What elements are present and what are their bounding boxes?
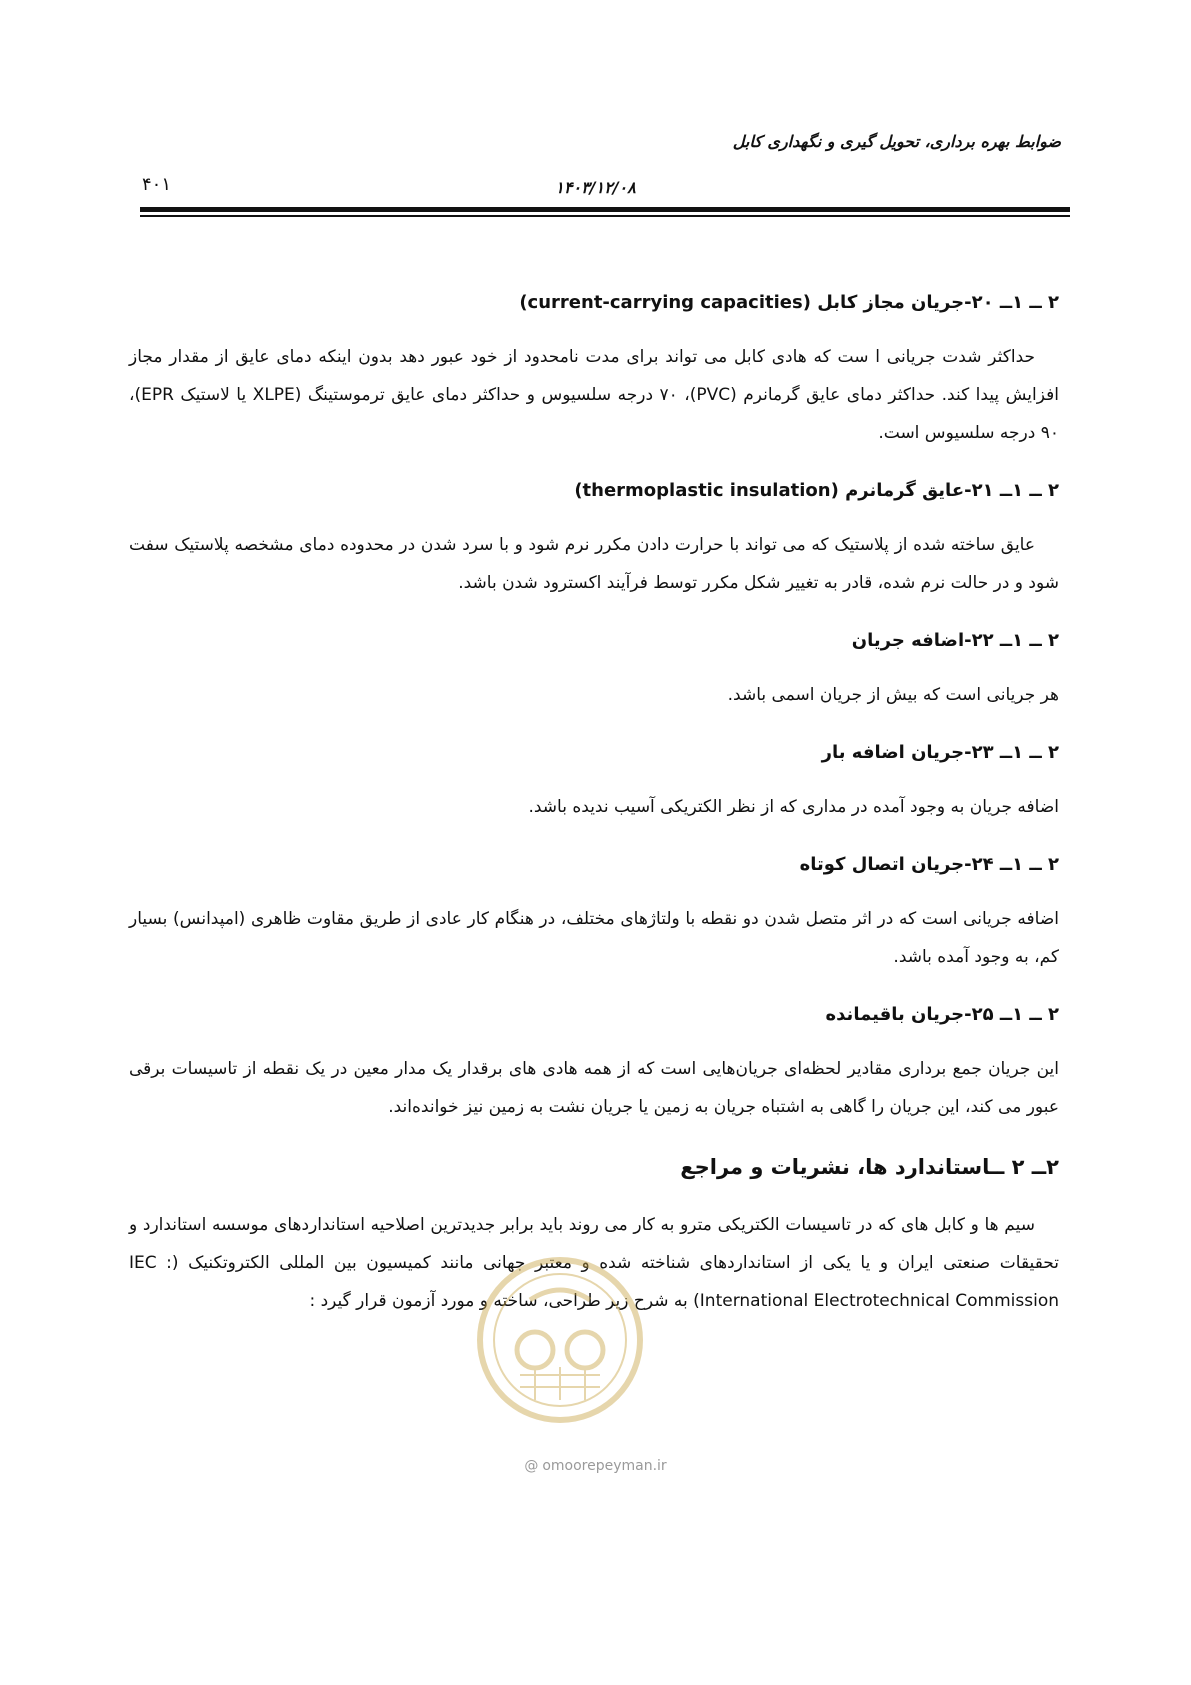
section-heading bbox=[129, 290, 1059, 316]
heading-fa: ۲ ــ ۱ــ ۲۲-اضافه جریان bbox=[851, 630, 1059, 651]
section-heading bbox=[129, 740, 1059, 766]
section-paragraph: اضافه جریانی است که در اثر متصل شدن دو نقطه با ولتاژهای مختلف، در هنگام کار عادی از طریق مقاوت ظاهری (امپدانس) بسیار کم، به وجود آمده باشد. bbox=[129, 909, 1059, 967]
at-icon: @ bbox=[524, 1458, 539, 1474]
heading-en: (thermoplastic insulation) bbox=[574, 480, 839, 501]
heading-fa: ۲ ــ ۱ــ ۲۴-جریان اتصال کوتاه bbox=[799, 854, 1059, 875]
page-number: ۴۰۱ bbox=[142, 174, 172, 195]
section-paragraph: عایق ساخته شده از پلاستیک که می تواند با حرارت دادن مکرر نرم شود و با سرد شدن در محدوده دمای مشخصه پلاستیک سفت شود و در حالت نرم شده، قادر به تغییر شکل مکرر توسط فرآیند اکسترود شدن باشد. bbox=[129, 535, 1059, 593]
header-rule-thick bbox=[140, 207, 1070, 212]
section-paragraph: هر جریانی است که بیش از جریان اسمی باشد. bbox=[727, 685, 1059, 705]
section-heading bbox=[129, 628, 1059, 654]
heading-fa: ۲ ــ ۱ــ ۲۵-جریان باقیمانده bbox=[825, 1004, 1059, 1025]
heading-fa: ۲ ــ ۱ــ ۲۳-جریان اضافه بار bbox=[821, 742, 1059, 763]
header-rule-thin bbox=[140, 215, 1070, 217]
major-section-paragraph: سیم ها و کابل های که در تاسیسات الکتریکی مترو به کار می روند باید برابر جدیدترین اصلاحیه استانداردهای موسسه استاندارد و تحقیقات صنعتی ایران و یا یکی از استانداردهای شناخته شده و معتبر جهانی مانند کمیسیون بین المللی الکتروتکنیک (IEC : International Electrotechnical Commission) به شرح زیر طراحی، ساخته و مورد آزمون قرار گیرد : bbox=[129, 1215, 1059, 1311]
header-date: ۱۴۰۳/۱۲/۰۸ bbox=[555, 178, 636, 197]
running-header-title: ضوابط بهره برداری، تحویل گیری و نگهداری کابل bbox=[732, 132, 1061, 151]
section-paragraph: اضافه جریان به وجود آمده در مداری که از نظر الکتریکی آسیب ندیده باشد. bbox=[528, 797, 1059, 817]
section-heading bbox=[129, 1002, 1059, 1028]
watermark-seal-icon bbox=[475, 1255, 645, 1425]
section-heading bbox=[129, 852, 1059, 878]
section-paragraph: این جریان جمع برداری مقادیر لحظه‌ای جریان‌هایی است که از همه هادی های برقدار یک مدار معین در یک نقطه از تاسیسات برقی عبور می کند، این جریان را گاهی به اشتباه جریان به زمین یا جریان نشت به زمین نیز خوانده‌اند. bbox=[129, 1059, 1059, 1117]
body-content bbox=[129, 290, 1059, 1346]
heading-fa: ۲ ــ ۱ــ ۲۰-جریان مجاز کابل bbox=[817, 292, 1059, 313]
heading-fa: ۲ ــ ۱ــ ۲۱-عایق گرمانرم bbox=[845, 480, 1059, 501]
watermark-site: @ omoorepeyman.ir bbox=[524, 1458, 667, 1474]
section-heading bbox=[129, 478, 1059, 504]
heading-en: (current-carrying capacities) bbox=[519, 292, 811, 313]
section-paragraph: حداکثر شدت جریانی ا ست که هادی کابل می تواند برای مدت نامحدود از خود عبور دهد بدون اینکه دمای عایق از مقدار مجاز افزایش پیدا کند. حداکثر دمای عایق گرمانرم (PVC)، ۷۰ درجه سلسیوس و حداکثر دمای عایق ترموستینگ (XLPE یا لاستیک EPR)، ۹۰ درجه سلسیوس است. bbox=[129, 347, 1059, 443]
major-section-heading: ۲ــ ۲ ــاستاندارد ها، نشریات و مراجع bbox=[680, 1155, 1059, 1179]
